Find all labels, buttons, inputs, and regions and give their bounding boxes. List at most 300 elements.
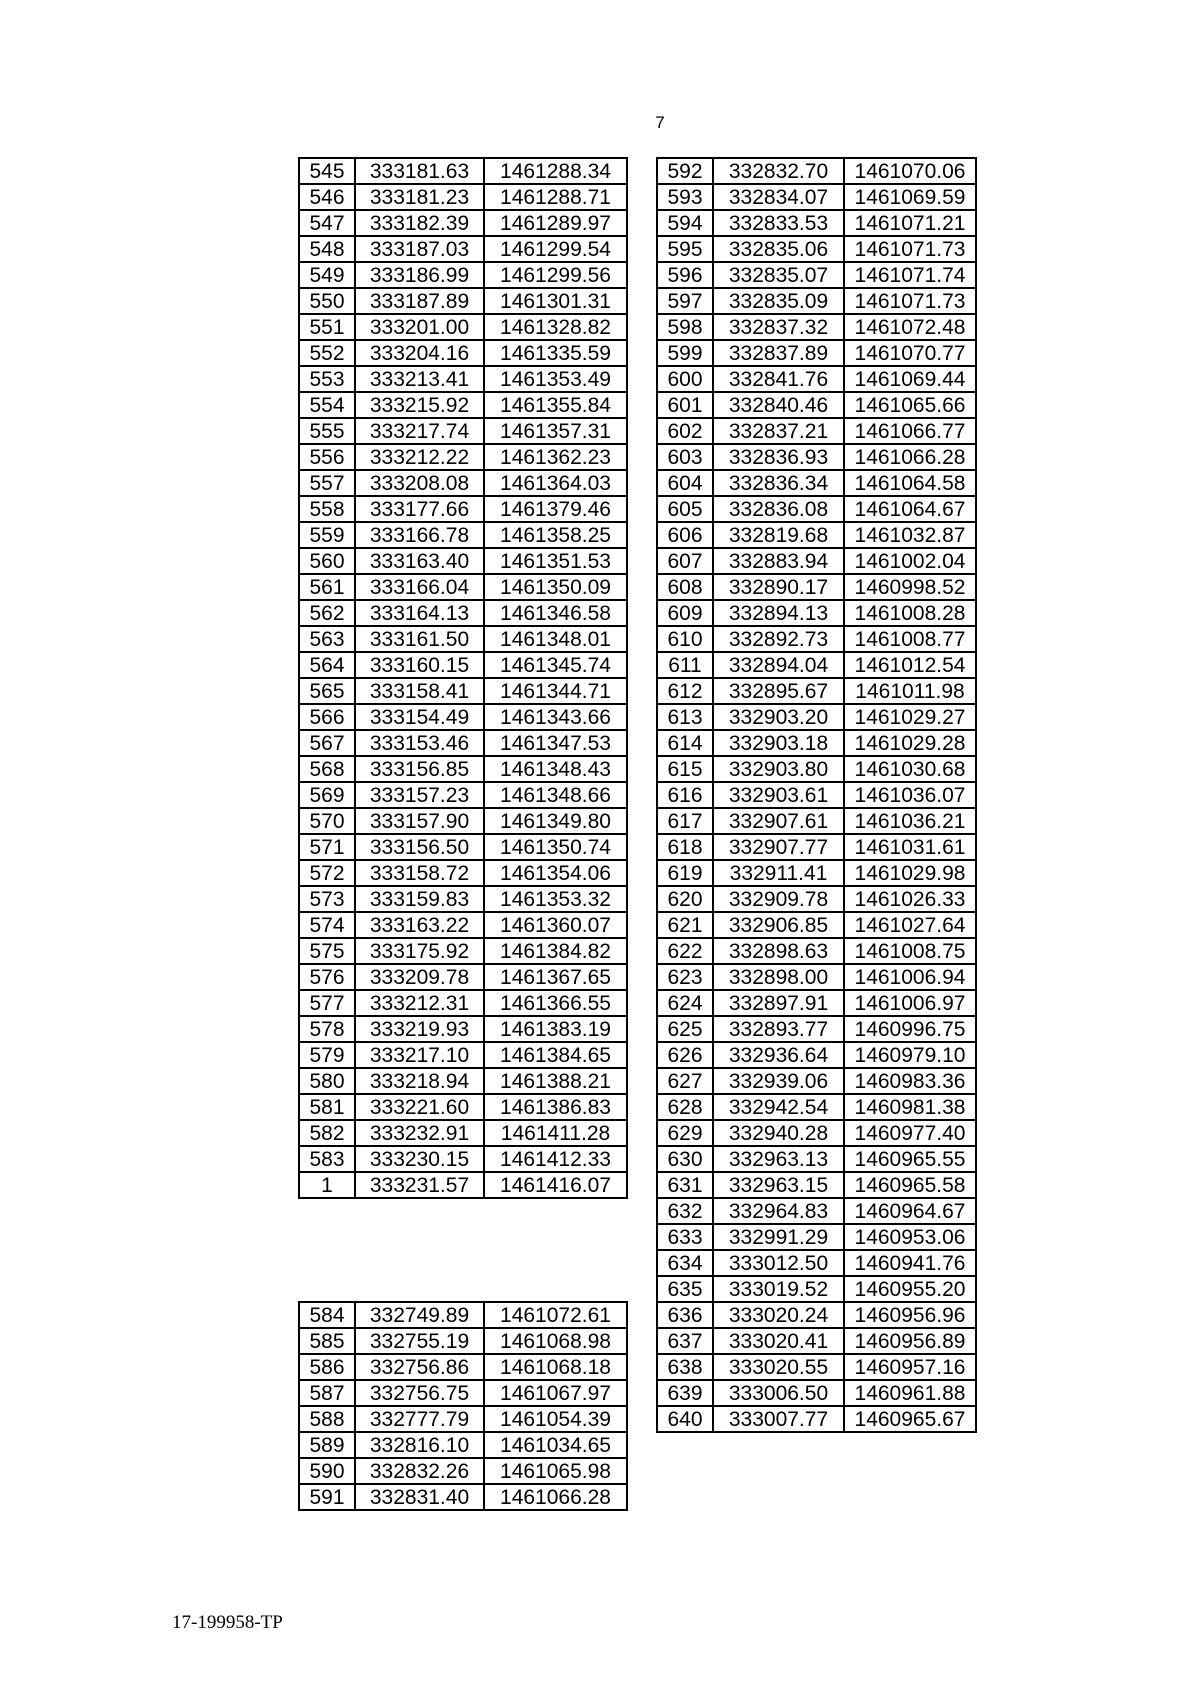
- x-coordinate-cell: 333186.99: [355, 262, 484, 288]
- x-coordinate-cell: 332777.79: [355, 1406, 484, 1432]
- y-coordinate-cell: 1461068.18: [484, 1354, 627, 1380]
- point-number-cell: 592: [657, 158, 713, 184]
- table-row: [657, 548, 976, 574]
- table-row: [299, 340, 627, 366]
- y-coordinate-cell: 1461006.97: [844, 990, 976, 1016]
- y-coordinate-cell: 1461071.73: [844, 288, 976, 314]
- y-coordinate-cell: 1461412.33: [484, 1146, 627, 1172]
- point-number-cell: 598: [657, 314, 713, 340]
- table-row: [299, 808, 627, 834]
- table-row: [299, 418, 627, 444]
- y-coordinate-cell: 1461072.61: [484, 1302, 627, 1328]
- x-coordinate-cell: 333208.08: [355, 470, 484, 496]
- point-number-cell: 566: [299, 704, 355, 730]
- y-coordinate-cell: 1460977.40: [844, 1120, 976, 1146]
- x-coordinate-cell: 333213.41: [355, 366, 484, 392]
- point-number-cell: 587: [299, 1380, 355, 1406]
- table-row: [299, 834, 627, 860]
- x-coordinate-cell: 333157.23: [355, 782, 484, 808]
- y-coordinate-cell: 1461328.82: [484, 314, 627, 340]
- table-row: [299, 652, 627, 678]
- point-number-cell: 552: [299, 340, 355, 366]
- point-number-cell: 631: [657, 1172, 713, 1198]
- table-row: [657, 1198, 976, 1224]
- x-coordinate-cell: 332907.77: [713, 834, 844, 860]
- table-row: [299, 522, 627, 548]
- point-number-cell: 583: [299, 1146, 355, 1172]
- x-coordinate-cell: 333201.00: [355, 314, 484, 340]
- point-number-cell: 603: [657, 444, 713, 470]
- point-number-cell: 608: [657, 574, 713, 600]
- x-coordinate-cell: 333006.50: [713, 1380, 844, 1406]
- coordinate-table-right: [656, 157, 977, 1433]
- point-number-cell: 595: [657, 236, 713, 262]
- y-coordinate-cell: 1461064.67: [844, 496, 976, 522]
- table-row: [299, 1484, 627, 1510]
- point-number-cell: 616: [657, 782, 713, 808]
- x-coordinate-cell: 332892.73: [713, 626, 844, 652]
- x-coordinate-cell: 333230.15: [355, 1146, 484, 1172]
- x-coordinate-cell: 332749.89: [355, 1302, 484, 1328]
- table-row: [299, 1094, 627, 1120]
- page-number: 7: [655, 113, 665, 132]
- y-coordinate-cell: 1460965.55: [844, 1146, 976, 1172]
- point-number-cell: 611: [657, 652, 713, 678]
- point-number-cell: 579: [299, 1042, 355, 1068]
- x-coordinate-cell: 332890.17: [713, 574, 844, 600]
- point-number-cell: 596: [657, 262, 713, 288]
- point-number-cell: 551: [299, 314, 355, 340]
- y-coordinate-cell: 1461069.44: [844, 366, 976, 392]
- table-row: [299, 574, 627, 600]
- table-row: [299, 1328, 627, 1354]
- y-coordinate-cell: 1461350.74: [484, 834, 627, 860]
- y-coordinate-cell: 1460956.89: [844, 1328, 976, 1354]
- y-coordinate-cell: 1461071.21: [844, 210, 976, 236]
- point-number-cell: 636: [657, 1302, 713, 1328]
- point-number-cell: 618: [657, 834, 713, 860]
- point-number-cell: 629: [657, 1120, 713, 1146]
- x-coordinate-cell: 333020.55: [713, 1354, 844, 1380]
- table-row: [657, 1146, 976, 1172]
- table-row: [299, 1458, 627, 1484]
- x-coordinate-cell: 332893.77: [713, 1016, 844, 1042]
- x-coordinate-cell: 332963.15: [713, 1172, 844, 1198]
- y-coordinate-cell: 1461071.73: [844, 236, 976, 262]
- point-number-cell: 580: [299, 1068, 355, 1094]
- table-row: [657, 1328, 976, 1354]
- y-coordinate-cell: 1461353.32: [484, 886, 627, 912]
- table-row: [657, 1250, 976, 1276]
- point-number-cell: 553: [299, 366, 355, 392]
- point-number-cell: 594: [657, 210, 713, 236]
- table-row: [657, 782, 976, 808]
- point-number-cell: 568: [299, 756, 355, 782]
- x-coordinate-cell: 333181.63: [355, 158, 484, 184]
- y-coordinate-cell: 1461071.74: [844, 262, 976, 288]
- x-coordinate-cell: 332907.61: [713, 808, 844, 834]
- table-row: [657, 210, 976, 236]
- table-row: [657, 886, 976, 912]
- x-coordinate-cell: 333219.93: [355, 1016, 484, 1042]
- point-number-cell: 625: [657, 1016, 713, 1042]
- y-coordinate-cell: 1461032.87: [844, 522, 976, 548]
- table-row: [299, 912, 627, 938]
- x-coordinate-cell: 332903.20: [713, 704, 844, 730]
- table-row: [299, 704, 627, 730]
- y-coordinate-cell: 1461068.98: [484, 1328, 627, 1354]
- x-coordinate-cell: 333156.85: [355, 756, 484, 782]
- y-coordinate-cell: 1461066.28: [844, 444, 976, 470]
- table-row: [657, 1302, 976, 1328]
- point-number-cell: 548: [299, 236, 355, 262]
- x-coordinate-cell: 333163.40: [355, 548, 484, 574]
- x-coordinate-cell: 332898.63: [713, 938, 844, 964]
- point-number-cell: 639: [657, 1380, 713, 1406]
- x-coordinate-cell: 333019.52: [713, 1276, 844, 1302]
- x-coordinate-cell: 333007.77: [713, 1406, 844, 1432]
- y-coordinate-cell: 1461347.53: [484, 730, 627, 756]
- point-number-cell: 628: [657, 1094, 713, 1120]
- table-row: [299, 1432, 627, 1458]
- x-coordinate-cell: 332836.08: [713, 496, 844, 522]
- y-coordinate-cell: 1461367.65: [484, 964, 627, 990]
- y-coordinate-cell: 1461353.49: [484, 366, 627, 392]
- x-coordinate-cell: 333217.10: [355, 1042, 484, 1068]
- y-coordinate-cell: 1461288.34: [484, 158, 627, 184]
- coordinate-table-left-top: [298, 157, 628, 1199]
- point-number-cell: 546: [299, 184, 355, 210]
- x-coordinate-cell: 332894.04: [713, 652, 844, 678]
- x-coordinate-cell: 333218.94: [355, 1068, 484, 1094]
- table-row: [299, 1302, 627, 1328]
- y-coordinate-cell: 1461358.25: [484, 522, 627, 548]
- point-number-cell: 560: [299, 548, 355, 574]
- table-row: [299, 990, 627, 1016]
- table-row: [657, 288, 976, 314]
- table-row: [657, 1042, 976, 1068]
- x-coordinate-cell: 332903.18: [713, 730, 844, 756]
- y-coordinate-cell: 1461029.27: [844, 704, 976, 730]
- x-coordinate-cell: 332883.94: [713, 548, 844, 574]
- x-coordinate-cell: 333204.16: [355, 340, 484, 366]
- point-number-cell: 627: [657, 1068, 713, 1094]
- point-number-cell: 630: [657, 1146, 713, 1172]
- table-row: [657, 574, 976, 600]
- table-row: [299, 1042, 627, 1068]
- point-number-cell: 634: [657, 1250, 713, 1276]
- table-row: [299, 756, 627, 782]
- table-row: [657, 938, 976, 964]
- y-coordinate-cell: 1461348.43: [484, 756, 627, 782]
- table-row: [657, 1354, 976, 1380]
- table-row: [299, 964, 627, 990]
- point-number-cell: 607: [657, 548, 713, 574]
- table-row: [299, 158, 627, 184]
- point-number-cell: 606: [657, 522, 713, 548]
- y-coordinate-cell: 1461411.28: [484, 1120, 627, 1146]
- y-coordinate-cell: 1461383.19: [484, 1016, 627, 1042]
- y-coordinate-cell: 1461357.31: [484, 418, 627, 444]
- x-coordinate-cell: 332756.86: [355, 1354, 484, 1380]
- table-row: [299, 1146, 627, 1172]
- point-number-cell: 547: [299, 210, 355, 236]
- point-number-cell: 640: [657, 1406, 713, 1432]
- table-row: [657, 990, 976, 1016]
- x-coordinate-cell: 332894.13: [713, 600, 844, 626]
- point-number-cell: 604: [657, 470, 713, 496]
- x-coordinate-cell: 332940.28: [713, 1120, 844, 1146]
- x-coordinate-cell: 332964.83: [713, 1198, 844, 1224]
- point-number-cell: 632: [657, 1198, 713, 1224]
- x-coordinate-cell: 333209.78: [355, 964, 484, 990]
- y-coordinate-cell: 1461416.07: [484, 1172, 627, 1198]
- point-number-cell: 575: [299, 938, 355, 964]
- point-number-cell: 588: [299, 1406, 355, 1432]
- y-coordinate-cell: 1460965.58: [844, 1172, 976, 1198]
- table-row: [299, 366, 627, 392]
- table-row: [657, 1406, 976, 1432]
- x-coordinate-cell: 333159.83: [355, 886, 484, 912]
- point-number-cell: 557: [299, 470, 355, 496]
- y-coordinate-cell: 1460998.52: [844, 574, 976, 600]
- x-coordinate-cell: 333166.78: [355, 522, 484, 548]
- point-number-cell: 549: [299, 262, 355, 288]
- y-coordinate-cell: 1461012.54: [844, 652, 976, 678]
- point-number-cell: 584: [299, 1302, 355, 1328]
- table-row: [299, 860, 627, 886]
- point-number-cell: 601: [657, 392, 713, 418]
- y-coordinate-cell: 1461070.06: [844, 158, 976, 184]
- x-coordinate-cell: 332906.85: [713, 912, 844, 938]
- table-row: [657, 1380, 976, 1406]
- y-coordinate-cell: 1461366.55: [484, 990, 627, 1016]
- point-number-cell: 612: [657, 678, 713, 704]
- table-row: [657, 626, 976, 652]
- x-coordinate-cell: 333012.50: [713, 1250, 844, 1276]
- y-coordinate-cell: 1461006.94: [844, 964, 976, 990]
- point-number-cell: 559: [299, 522, 355, 548]
- table-row: [657, 1224, 976, 1250]
- point-number-cell: 589: [299, 1432, 355, 1458]
- x-coordinate-cell: 333181.23: [355, 184, 484, 210]
- y-coordinate-cell: 1461349.80: [484, 808, 627, 834]
- x-coordinate-cell: 333020.24: [713, 1302, 844, 1328]
- point-number-cell: 590: [299, 1458, 355, 1484]
- point-number-cell: 574: [299, 912, 355, 938]
- x-coordinate-cell: 332909.78: [713, 886, 844, 912]
- x-coordinate-cell: 332832.70: [713, 158, 844, 184]
- y-coordinate-cell: 1461066.28: [484, 1484, 627, 1510]
- point-number-cell: 599: [657, 340, 713, 366]
- y-coordinate-cell: 1461379.46: [484, 496, 627, 522]
- y-coordinate-cell: 1461384.65: [484, 1042, 627, 1068]
- y-coordinate-cell: 1461029.28: [844, 730, 976, 756]
- y-coordinate-cell: 1461343.66: [484, 704, 627, 730]
- x-coordinate-cell: 332816.10: [355, 1432, 484, 1458]
- y-coordinate-cell: 1460941.76: [844, 1250, 976, 1276]
- y-coordinate-cell: 1461065.66: [844, 392, 976, 418]
- point-number-cell: 622: [657, 938, 713, 964]
- table-row: [657, 158, 976, 184]
- x-coordinate-cell: 333156.50: [355, 834, 484, 860]
- y-coordinate-cell: 1461348.01: [484, 626, 627, 652]
- point-number-cell: 605: [657, 496, 713, 522]
- point-number-cell: 578: [299, 1016, 355, 1042]
- point-number-cell: 602: [657, 418, 713, 444]
- x-coordinate-cell: 333221.60: [355, 1094, 484, 1120]
- table-row: [657, 704, 976, 730]
- table-row: [657, 236, 976, 262]
- point-number-cell: 582: [299, 1120, 355, 1146]
- table-row: [299, 1068, 627, 1094]
- table-row: [657, 1016, 976, 1042]
- y-coordinate-cell: 1460953.06: [844, 1224, 976, 1250]
- table-row: [299, 184, 627, 210]
- point-number-cell: 1: [299, 1172, 355, 1198]
- point-number-cell: 555: [299, 418, 355, 444]
- point-number-cell: 561: [299, 574, 355, 600]
- point-number-cell: 556: [299, 444, 355, 470]
- table-row: [299, 938, 627, 964]
- x-coordinate-cell: 332837.89: [713, 340, 844, 366]
- point-number-cell: 586: [299, 1354, 355, 1380]
- table-row: [299, 444, 627, 470]
- table-row: [299, 314, 627, 340]
- point-number-cell: 571: [299, 834, 355, 860]
- x-coordinate-cell: 333217.74: [355, 418, 484, 444]
- x-coordinate-cell: 332841.76: [713, 366, 844, 392]
- y-coordinate-cell: 1460979.10: [844, 1042, 976, 1068]
- y-coordinate-cell: 1461067.97: [484, 1380, 627, 1406]
- y-coordinate-cell: 1461299.56: [484, 262, 627, 288]
- table-row: [657, 1276, 976, 1302]
- table-row: [657, 1068, 976, 1094]
- y-coordinate-cell: 1461011.98: [844, 678, 976, 704]
- table-row: [657, 808, 976, 834]
- x-coordinate-cell: 332942.54: [713, 1094, 844, 1120]
- point-number-cell: 569: [299, 782, 355, 808]
- point-number-cell: 563: [299, 626, 355, 652]
- y-coordinate-cell: 1461054.39: [484, 1406, 627, 1432]
- point-number-cell: 637: [657, 1328, 713, 1354]
- point-number-cell: 633: [657, 1224, 713, 1250]
- point-number-cell: 619: [657, 860, 713, 886]
- point-number-cell: 577: [299, 990, 355, 1016]
- point-number-cell: 572: [299, 860, 355, 886]
- y-coordinate-cell: 1461029.98: [844, 860, 976, 886]
- table-row: [299, 496, 627, 522]
- point-number-cell: 638: [657, 1354, 713, 1380]
- table-row: [657, 496, 976, 522]
- x-coordinate-cell: 332936.64: [713, 1042, 844, 1068]
- point-number-cell: 600: [657, 366, 713, 392]
- y-coordinate-cell: 1461289.97: [484, 210, 627, 236]
- y-coordinate-cell: 1461002.04: [844, 548, 976, 574]
- x-coordinate-cell: 332897.91: [713, 990, 844, 1016]
- x-coordinate-cell: 333160.15: [355, 652, 484, 678]
- x-coordinate-cell: 332991.29: [713, 1224, 844, 1250]
- x-coordinate-cell: 332835.06: [713, 236, 844, 262]
- x-coordinate-cell: 332835.09: [713, 288, 844, 314]
- y-coordinate-cell: 1461069.59: [844, 184, 976, 210]
- x-coordinate-cell: 332831.40: [355, 1484, 484, 1510]
- y-coordinate-cell: 1460955.20: [844, 1276, 976, 1302]
- table-row: [299, 782, 627, 808]
- y-coordinate-cell: 1461355.84: [484, 392, 627, 418]
- table-row: [657, 730, 976, 756]
- x-coordinate-cell: 333158.72: [355, 860, 484, 886]
- x-coordinate-cell: 332837.21: [713, 418, 844, 444]
- y-coordinate-cell: 1460956.96: [844, 1302, 976, 1328]
- point-number-cell: 626: [657, 1042, 713, 1068]
- table-row: [657, 1172, 976, 1198]
- table-row: [657, 418, 976, 444]
- y-coordinate-cell: 1461384.82: [484, 938, 627, 964]
- table-row: [299, 1406, 627, 1432]
- x-coordinate-cell: 332836.34: [713, 470, 844, 496]
- y-coordinate-cell: 1461345.74: [484, 652, 627, 678]
- y-coordinate-cell: 1461288.71: [484, 184, 627, 210]
- table-row: [657, 522, 976, 548]
- y-coordinate-cell: 1461364.03: [484, 470, 627, 496]
- table-row: [657, 1094, 976, 1120]
- x-coordinate-cell: 332837.32: [713, 314, 844, 340]
- table-row: [299, 626, 627, 652]
- y-coordinate-cell: 1461072.48: [844, 314, 976, 340]
- x-coordinate-cell: 333215.92: [355, 392, 484, 418]
- point-number-cell: 565: [299, 678, 355, 704]
- x-coordinate-cell: 332756.75: [355, 1380, 484, 1406]
- point-number-cell: 621: [657, 912, 713, 938]
- y-coordinate-cell: 1461351.53: [484, 548, 627, 574]
- y-coordinate-cell: 1460996.75: [844, 1016, 976, 1042]
- table-row: [657, 964, 976, 990]
- table-row: [657, 340, 976, 366]
- y-coordinate-cell: 1461026.33: [844, 886, 976, 912]
- table-row: [657, 678, 976, 704]
- y-coordinate-cell: 1460965.67: [844, 1406, 976, 1432]
- x-coordinate-cell: 333161.50: [355, 626, 484, 652]
- x-coordinate-cell: 333163.22: [355, 912, 484, 938]
- y-coordinate-cell: 1461031.61: [844, 834, 976, 860]
- x-coordinate-cell: 333182.39: [355, 210, 484, 236]
- table-row: [299, 392, 627, 418]
- point-number-cell: 614: [657, 730, 713, 756]
- point-number-cell: 567: [299, 730, 355, 756]
- point-number-cell: 624: [657, 990, 713, 1016]
- x-coordinate-cell: 332832.26: [355, 1458, 484, 1484]
- x-coordinate-cell: 333212.31: [355, 990, 484, 1016]
- table-row: [657, 834, 976, 860]
- x-coordinate-cell: 333187.89: [355, 288, 484, 314]
- table-row: [657, 314, 976, 340]
- y-coordinate-cell: 1461034.65: [484, 1432, 627, 1458]
- table-row: [299, 600, 627, 626]
- table-row: [299, 288, 627, 314]
- x-coordinate-cell: 333164.13: [355, 600, 484, 626]
- x-coordinate-cell: 332898.00: [713, 964, 844, 990]
- y-coordinate-cell: 1461346.58: [484, 600, 627, 626]
- x-coordinate-cell: 332819.68: [713, 522, 844, 548]
- x-coordinate-cell: 332833.53: [713, 210, 844, 236]
- x-coordinate-cell: 332903.61: [713, 782, 844, 808]
- x-coordinate-cell: 333232.91: [355, 1120, 484, 1146]
- x-coordinate-cell: 333158.41: [355, 678, 484, 704]
- y-coordinate-cell: 1461036.21: [844, 808, 976, 834]
- x-coordinate-cell: 333157.90: [355, 808, 484, 834]
- point-number-cell: 585: [299, 1328, 355, 1354]
